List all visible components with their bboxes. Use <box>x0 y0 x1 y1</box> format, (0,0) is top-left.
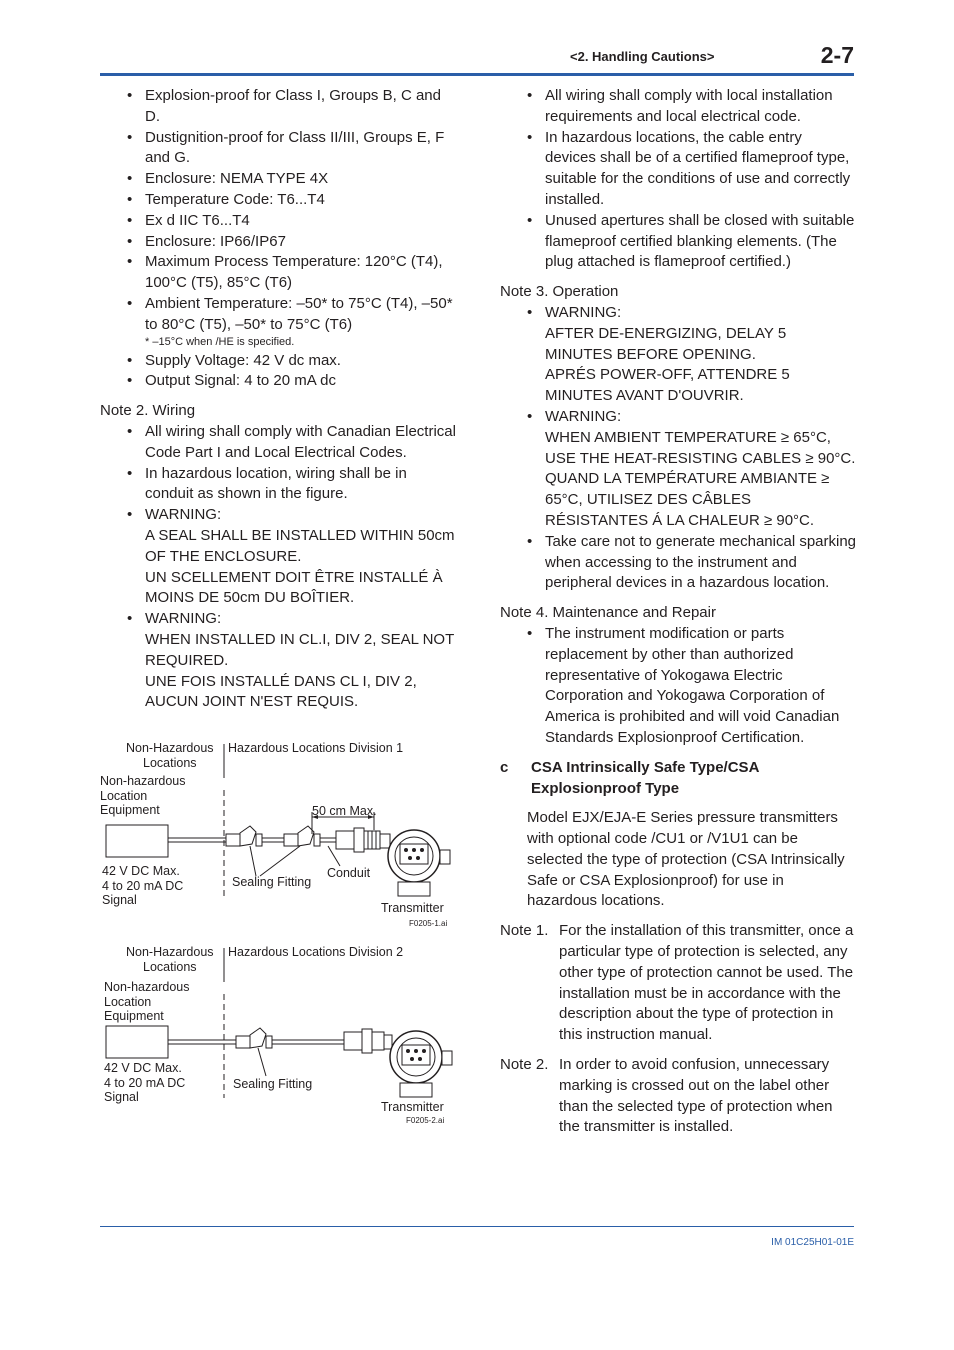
note3-item <box>545 303 856 407</box>
note2-title: Note 2. Wiring <box>100 402 196 420</box>
note2-line: UN SCELLEMENT DOIT ÊTRE INSTALLÉ À MOINS DE 50cm DU BOÎTIER. <box>145 568 443 607</box>
section-title: CSA Intrinsically Safe Type/CSA Explosionproof Type <box>531 758 759 797</box>
note2-item <box>145 464 456 506</box>
sealing-fitting-label: Sealing Fitting <box>232 875 312 889</box>
wiring-item: • Unused apertures shall be closed with suitable flameproof certified blanking elements. (The plug attached is flameproof certified.) <box>545 211 856 273</box>
wiring-list <box>500 86 856 273</box>
transmitter-drawing <box>384 1031 452 1097</box>
spec-item: • Explosion-proof for Class I, Groups B, C and D. <box>145 86 456 128</box>
spec-item: • Enclosure: NEMA TYPE 4X <box>145 169 456 190</box>
spec-list <box>100 86 456 336</box>
max-distance-label: 50 cm Max. <box>312 804 377 818</box>
conduit-fitting <box>336 828 380 852</box>
note3-item <box>545 532 856 594</box>
note2-line: A SEAL SHALL BE INSTALLED WITHIN 50cm OF THE ENCLOSURE. <box>145 526 455 565</box>
hazardous-header: Hazardous Locations Division 2 <box>228 945 404 959</box>
spec-item: • Maximum Process Temperature: 120°C (T4), 100°C (T5), 85°C (T6) <box>145 252 456 294</box>
note3-title: Note 3. Operation <box>500 283 619 301</box>
note3-line: WHEN AMBIENT TEMPERATURE ≥ 65°C, USE THE HEAT-RESISTING CABLES ≥ 90°C. <box>545 428 856 467</box>
note3-list <box>500 303 856 594</box>
note4-item: • The instrument modification or parts replacement by other than authorized representative of Yokogawa Electric Corporation and Yokogawa Corporation of America is prohibited and will void Canadian Standards Explosionproof Certification. <box>545 624 856 749</box>
leader-line <box>260 846 300 876</box>
sealing-fitting-2 <box>284 826 320 846</box>
equipment-box <box>106 1026 168 1058</box>
note2-line: • WARNING: <box>145 610 222 628</box>
signal-label: 42 V DC Max. 4 to 20 mA DC Signal <box>102 864 184 907</box>
note3-line: QUAND LA TEMPÉRATURE AMBIANTE ≥ 65°C, UTILISEZ DES CÂBLES RÉSISTANTES Á LA CHALEUR ≥ 90°C. <box>545 470 830 529</box>
wiring-figure-division1 <box>100 738 456 934</box>
spec-item: • Dustignition-proof for Class II/III, Groups E, F and G. <box>145 128 456 170</box>
note3-line: • WARNING: <box>545 303 622 321</box>
sealing-fitting-1 <box>226 826 262 846</box>
note-2 <box>500 1055 856 1138</box>
equipment-label: Non-hazardous Location Equipment <box>104 980 190 1023</box>
note2-line: • In hazardous location, wiring shall be in conduit as shown in the figure. <box>145 464 407 503</box>
note-2-label: Note 2. <box>500 1056 549 1074</box>
note3-line: AFTER DE-ENERGIZING, DELAY 5 MINUTES BEFORE OPENING. <box>545 324 787 363</box>
note2-line: UNE FOIS INSTALLÉ DANS CL I, DIV 2, AUCUN JOINT N'EST REQUIS. <box>145 672 417 711</box>
left-column <box>100 86 456 713</box>
note2-item <box>145 505 456 609</box>
note2-item <box>145 422 456 464</box>
page-number: 2-7 <box>820 42 854 68</box>
note2-line: • WARNING: <box>145 506 222 524</box>
document-id: IM 01C25H01-01E <box>771 1237 854 1248</box>
sealing-fitting-label: Sealing Fitting <box>233 1077 313 1091</box>
hazardous-header: Hazardous Locations Division 1 <box>228 741 404 755</box>
section-paragraph: Model EJX/EJA-E Series pressure transmitters with optional code /CU1 or /V1U1 can be selected the type of protection (CSA Intrinsically Safe or CSA Explosionproof) for use in hazardous locations. <box>527 809 845 910</box>
section-letter: c <box>500 758 509 776</box>
right-column <box>500 86 856 1138</box>
transmitter-drawing <box>380 830 450 896</box>
nonhazardous-header: Non-Hazardous Locations <box>126 945 214 974</box>
note-1-text: For the installation of this transmitter, once a particular type of protection is selected, any other type of protection cannot be used. The installation must be in accordance with the description about the type of protection in this instruction manual. <box>559 922 854 1044</box>
transmitter-label: Transmitter <box>381 901 444 915</box>
footer-rule <box>100 1226 854 1227</box>
leader-line <box>258 1048 266 1076</box>
equipment-label: Non-hazardous Location Equipment <box>100 774 186 817</box>
spec-item: • Enclosure: IP66/IP67 <box>145 232 456 253</box>
note4-list <box>500 624 856 749</box>
spec-item: • Ambient Temperature: –50* to 75°C (T4), –50* to 80°C (T5), –50* to 75°C (T6) <box>145 294 456 336</box>
wiring-item: • In hazardous locations, the cable entry devices shall be of a certified flameproof type, suitable for the conditions of use and correctly installed. <box>545 128 856 211</box>
figure-code: F0205-2.ai <box>406 1116 445 1125</box>
wiring-item: • All wiring shall comply with local installation requirements and local electrical code. <box>545 86 856 128</box>
running-header-section: <2. Handling Cautions> <box>570 49 715 64</box>
note2-list <box>100 422 456 713</box>
note2-item <box>145 609 456 713</box>
signal-label: 42 V DC Max. 4 to 20 mA DC Signal <box>104 1061 186 1104</box>
spec-list-2 <box>100 351 456 393</box>
wiring-figure-division2 <box>100 942 456 1132</box>
figure-code: F0205-1.ai <box>409 919 448 928</box>
spec-item: • Temperature Code: T6...T4 <box>145 190 456 211</box>
note3-line: APRÉS POWER-OFF, ATTENDRE 5 MINUTES AVANT D'OUVRIR. <box>545 366 790 405</box>
note2-line: WHEN INSTALLED IN CL.I, DIV 2, SEAL NOT REQUIRED. <box>145 630 454 669</box>
spec-item: • Output Signal: 4 to 20 mA dc <box>145 371 456 392</box>
section-heading <box>500 758 856 800</box>
note3-item <box>545 407 856 532</box>
spec-item: • Ex d IIC T6...T4 <box>145 211 456 232</box>
note3-line: • Take care not to generate mechanical sparking when accessing to the instrument and peripheral devices in a hazardous location. <box>545 532 857 592</box>
note4-title: Note 4. Maintenance and Repair <box>500 604 716 622</box>
note3-line: • WARNING: <box>545 407 622 425</box>
note-2-text: In order to avoid confusion, unnecessary marking is crossed out on the label other than the selected type of protection when the transmitter is installed. <box>559 1056 833 1136</box>
transmitter-label: Transmitter <box>381 1100 444 1114</box>
header-rule <box>100 73 854 76</box>
equipment-box <box>106 825 168 857</box>
leader-line <box>250 846 256 876</box>
note-1-label: Note 1. <box>500 922 549 940</box>
conduit-label: Conduit <box>327 866 371 880</box>
note2-line: • All wiring shall comply with Canadian Electrical Code Part I and Local Electrical Codes. <box>145 422 456 461</box>
sealing-fitting <box>236 1028 272 1048</box>
spec-footnote: * –15°C when /HE is specified. <box>145 335 295 348</box>
note-1 <box>500 921 856 1046</box>
spec-item: • Supply Voltage: 42 V dc max. <box>145 351 456 372</box>
conduit-fitting <box>344 1029 384 1053</box>
nonhazardous-header: Non-Hazardous Locations <box>126 741 214 770</box>
